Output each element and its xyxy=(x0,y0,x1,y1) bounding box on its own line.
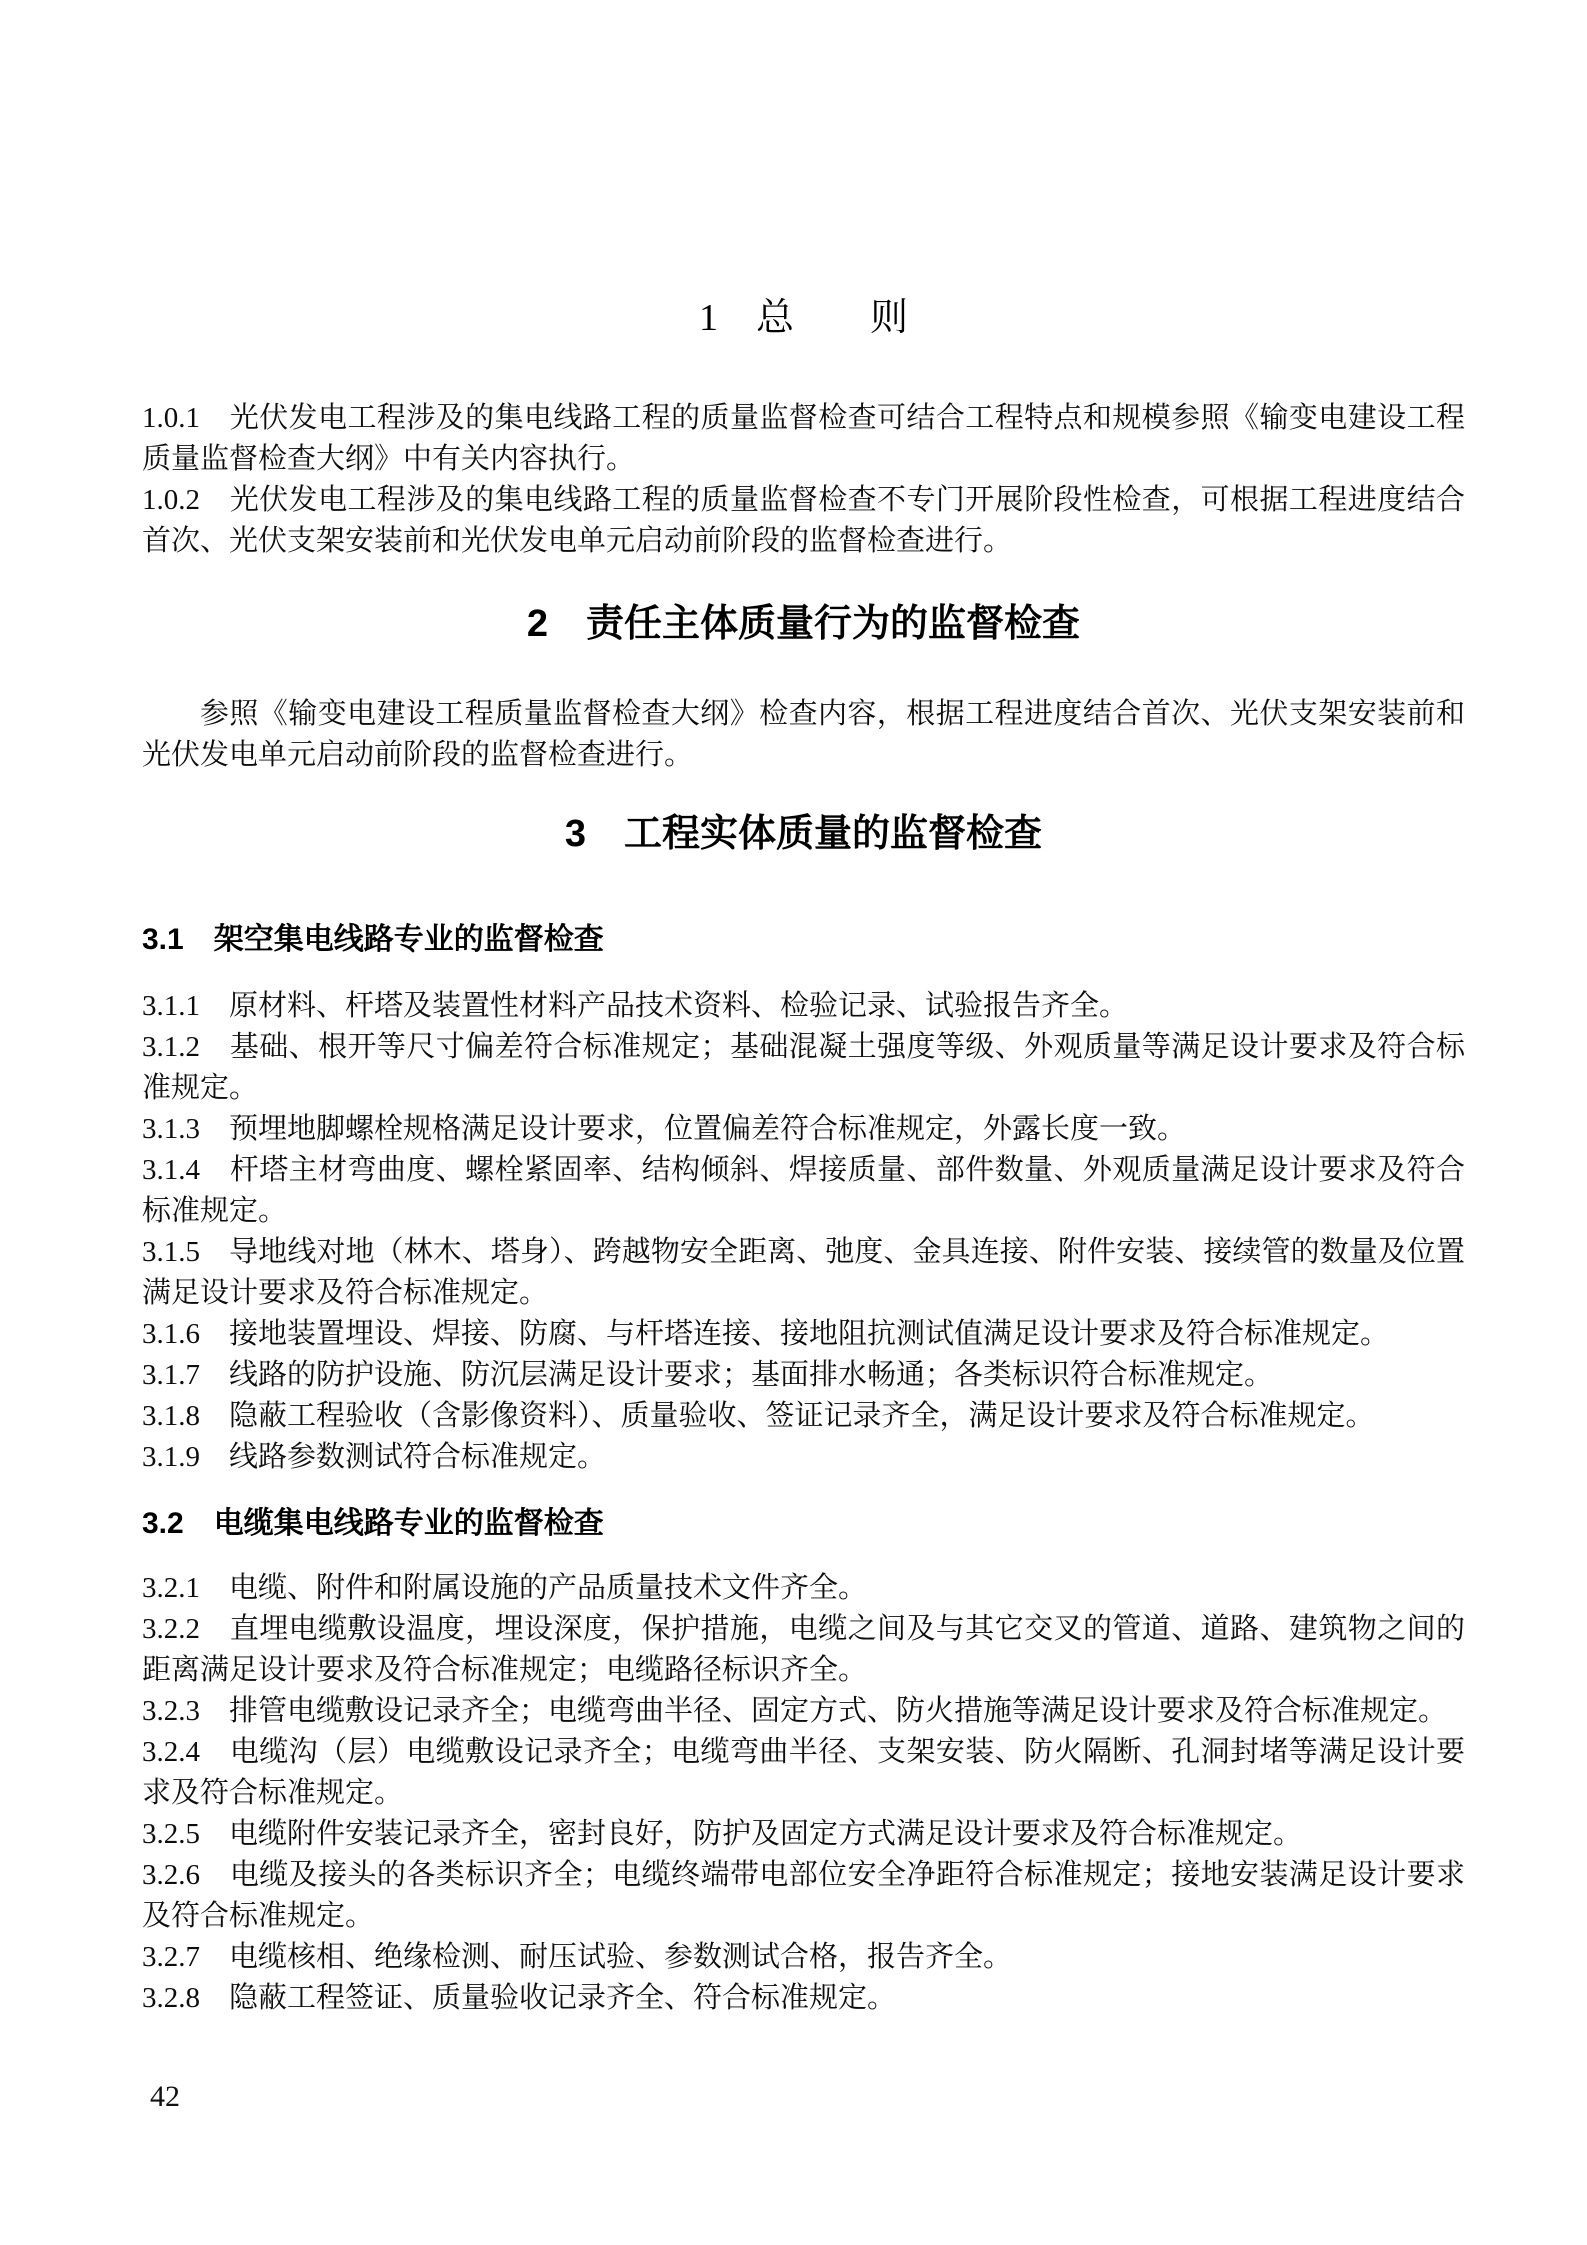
section-3-2-heading: 3.2 电缆集电线路专业的监督检查 xyxy=(142,1506,604,1540)
page-number: 42 xyxy=(150,2080,180,2113)
clause-3-1-8: 3.1.8 隐蔽工程验收（含影像资料）、质量验收、签证记录齐全，满足设计要求及符合标准规定。 xyxy=(142,1399,1375,1432)
clause-3-1-6: 3.1.6 接地装置埋设、焊接、防腐、与杆塔连接、接地阻抗测试值满足设计要求及符合标准规定。 xyxy=(142,1317,1390,1350)
clause-3-2-1: 3.2.1 电缆、附件和附属设施的产品质量技术文件齐全。 xyxy=(142,1571,868,1604)
clause-3-2-7: 3.2.7 电缆核相、绝缘检测、耐压试验、参数测试合格，报告齐全。 xyxy=(142,1940,1013,1973)
clause-3-1-2: 3.1.2 基础、根开等尺寸偏差符合标准规定；基础混凝土强度等级、外观质量等满足设计要求及符合标准规定。 xyxy=(142,1030,1465,1104)
clause-3-1-7: 3.1.7 线路的防护设施、防沉层满足设计要求；基面排水畅通；各类标识符合标准规定。 xyxy=(142,1358,1274,1391)
chapter-2-paragraph: 参照《输变电建设工程质量监督检查大纲》检查内容，根据工程进度结合首次、光伏支架安装前和光伏发电单元启动前阶段的监督检查进行。 xyxy=(142,697,1465,771)
chapter-3-heading: 3 工程实体质量的监督检查 xyxy=(564,812,1043,855)
section-3-1-heading: 3.1 架空集电线路专业的监督检查 xyxy=(142,922,604,956)
clause-3-2-4: 3.2.4 电缆沟（层）电缆敷设记录齐全；电缆弯曲半径、支架安装、防火隔断、孔洞封堵等满足设计要求及符合标准规定。 xyxy=(142,1735,1465,1809)
page-footer xyxy=(150,2080,180,2114)
clause-3-1-9: 3.1.9 线路参数测试符合标准规定。 xyxy=(142,1440,607,1473)
clause-3-1-1: 3.1.1 原材料、杆塔及装置性材料产品技术资料、检验记录、试验报告齐全。 xyxy=(142,989,1129,1022)
clause-3-1-3: 3.1.3 预埋地脚螺栓规格满足设计要求，位置偏差符合标准规定，外露长度一致。 xyxy=(142,1112,1187,1145)
clause-3-2-5: 3.2.5 电缆附件安装记录齐全，密封良好，防护及固定方式满足设计要求及符合标准规定。 xyxy=(142,1817,1303,1850)
clause-3-2-3: 3.2.3 排管电缆敷设记录齐全；电缆弯曲半径、固定方式、防火措施等满足设计要求及符合标准规定。 xyxy=(142,1694,1448,1727)
clause-3-2-6: 3.2.6 电缆及接头的各类标识齐全；电缆终端带电部位安全净距符合标准规定；接地安装满足设计要求及符合标准规定。 xyxy=(142,1858,1465,1932)
clause-3-2-2: 3.2.2 直埋电缆敷设温度，埋设深度，保护措施，电缆之间及与其它交叉的管道、道路、建筑物之间的距离满足设计要求及符合标准规定；电缆路径标识齐全。 xyxy=(142,1612,1465,1686)
clause-1-0-2: 1.0.2 光伏发电工程涉及的集电线路工程的质量监督检查不专门开展阶段性检查，可根据工程进度结合首次、光伏支架安装前和光伏发电单元启动前阶段的监督检查进行。 xyxy=(142,483,1465,557)
chapter-2-heading: 2 责任主体质量行为的监督检查 xyxy=(526,602,1081,645)
clause-3-1-4: 3.1.4 杆塔主材弯曲度、螺栓紧固率、结构倾斜、焊接质量、部件数量、外观质量满足设计要求及符合标准规定。 xyxy=(142,1153,1465,1227)
clause-3-1-5: 3.1.5 导地线对地（林木、塔身）、跨越物安全距离、弛度、金具连接、附件安装、接续管的数量及位置满足设计要求及符合标准规定。 xyxy=(142,1235,1465,1309)
clause-1-0-1: 1.0.1 光伏发电工程涉及的集电线路工程的质量监督检查可结合工程特点和规模参照《输变电建设工程质量监督检查大纲》中有关内容执行。 xyxy=(142,401,1465,475)
chapter-1-heading: 1 总 则 xyxy=(698,297,908,339)
clause-3-2-8: 3.2.8 隐蔽工程签证、质量验收记录齐全、符合标准规定。 xyxy=(142,1981,897,2014)
